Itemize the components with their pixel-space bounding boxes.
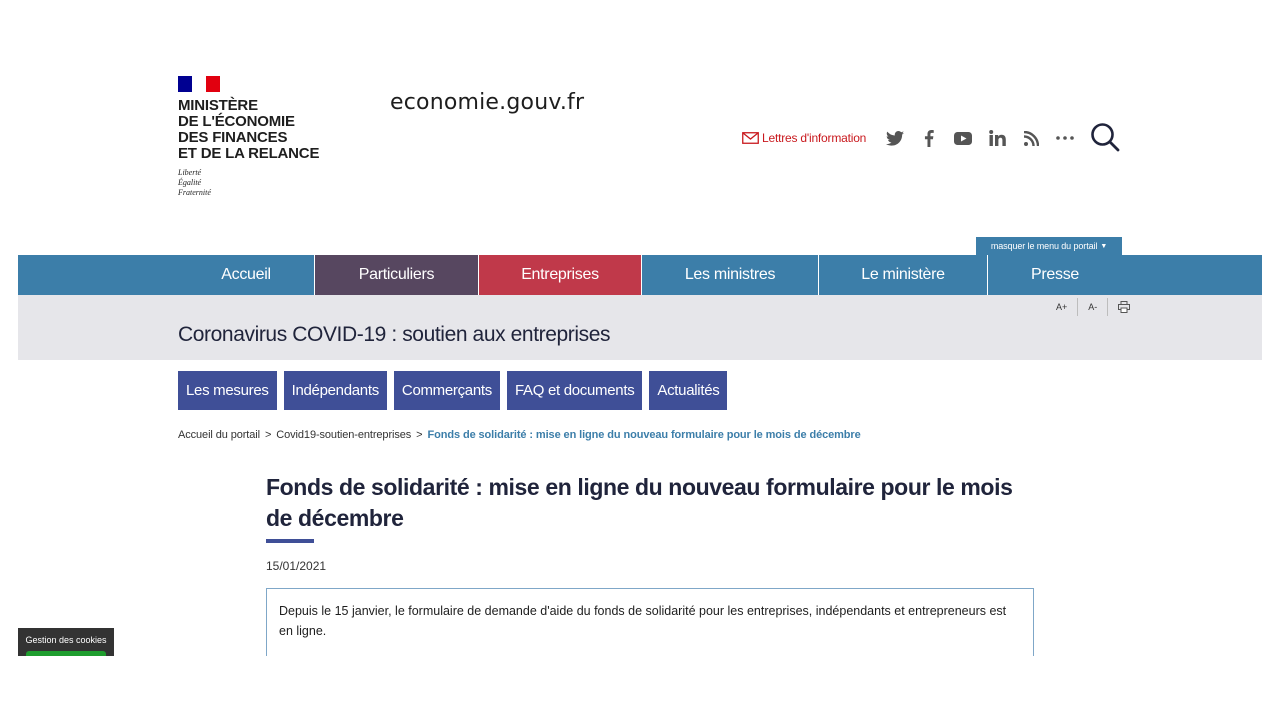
subnav-commercants[interactable]: Commerçants xyxy=(394,371,500,410)
hide-portal-menu-button[interactable] xyxy=(976,237,1122,255)
cookie-accent-bar xyxy=(26,651,106,656)
main-navigation xyxy=(18,255,1262,295)
nav-item-accueil[interactable] xyxy=(178,255,315,295)
section-title[interactable]: Coronavirus COVID-19 : soutien aux entreprises xyxy=(178,323,611,346)
breadcrumb-link-home[interactable]: Accueil du portail xyxy=(178,429,260,441)
increase-font-button[interactable]: A+ xyxy=(1046,298,1078,316)
social-links xyxy=(878,124,1082,152)
cookie-settings-button[interactable] xyxy=(18,628,114,656)
twitter-icon[interactable] xyxy=(878,124,912,152)
print-icon[interactable] xyxy=(1108,298,1130,316)
nav-item-le-ministere[interactable] xyxy=(819,255,988,295)
breadcrumb-link-covid[interactable]: Covid19-soutien-entreprises xyxy=(276,429,412,441)
title-underline xyxy=(266,539,314,543)
nav-item-label: Le ministère xyxy=(861,266,945,283)
nav-item-label: Les ministres xyxy=(684,266,776,283)
subnav-independants[interactable]: Indépendants xyxy=(284,371,387,410)
breadcrumb-separator: > xyxy=(264,429,272,441)
subnav-les-mesures[interactable]: Les mesures xyxy=(178,371,277,410)
article-date: 15/01/2021 xyxy=(266,559,327,573)
nav-item-les-ministres[interactable] xyxy=(642,255,819,295)
cookie-settings-label: Gestion des cookies xyxy=(25,635,107,645)
republic-motto: Liberté Égalité Fraternité xyxy=(178,168,211,197)
ministry-logo[interactable] xyxy=(178,76,338,198)
caret-down-icon: ▼ xyxy=(1100,242,1108,250)
font-size-tools xyxy=(1046,298,1130,316)
nav-item-entreprises[interactable] xyxy=(479,255,642,295)
breadcrumb-separator: > xyxy=(416,429,423,441)
mail-icon xyxy=(742,132,759,144)
nav-item-label: Accueil xyxy=(221,266,271,283)
newsletter-link[interactable] xyxy=(742,131,866,145)
section-subnav xyxy=(178,371,734,410)
breadcrumb-current: Fonds de solidarité : mise en ligne du nouveau formulaire pour le mois de décembre xyxy=(427,429,861,441)
nav-item-presse[interactable] xyxy=(988,255,1122,295)
decrease-font-button[interactable]: A- xyxy=(1078,298,1108,316)
breadcrumb xyxy=(178,429,861,441)
search-icon[interactable] xyxy=(1088,120,1122,154)
site-name-link[interactable]: economie.gouv.fr xyxy=(390,90,585,115)
article-title: Fonds de solidarité : mise en ligne du nouveau formulaire pour le mois de décembre xyxy=(266,474,1013,531)
subnav-actualites[interactable]: Actualités xyxy=(649,371,727,410)
nav-item-label: Entreprises xyxy=(521,266,599,283)
marianne-flag-icon xyxy=(178,76,220,92)
nav-item-label: Particuliers xyxy=(358,266,435,283)
hide-portal-menu-label: masquer le menu du portail xyxy=(990,241,1098,251)
article-lead-text: Depuis le 15 janvier, le formulaire de demande d'aide du fonds de solidarité pour les entreprises, indépendants et entrepreneurs est en ligne. xyxy=(279,604,1007,638)
newsletter-label: Lettres d'information xyxy=(762,131,867,145)
youtube-icon[interactable] xyxy=(946,124,980,152)
nav-item-particuliers[interactable] xyxy=(315,255,479,295)
nav-item-label: Presse xyxy=(1031,266,1079,283)
article-lead xyxy=(266,588,1034,656)
subnav-faq-documents[interactable]: FAQ et documents xyxy=(507,371,642,410)
ministry-name: MINISTÈRE DE L'ÉCONOMIE DES FINANCES ET DE LA RELANCE xyxy=(178,97,320,162)
more-icon[interactable] xyxy=(1048,124,1082,152)
facebook-icon[interactable] xyxy=(912,124,946,152)
header-tools xyxy=(742,124,1082,152)
rss-icon[interactable] xyxy=(1014,124,1048,152)
linkedin-icon[interactable] xyxy=(980,124,1014,152)
